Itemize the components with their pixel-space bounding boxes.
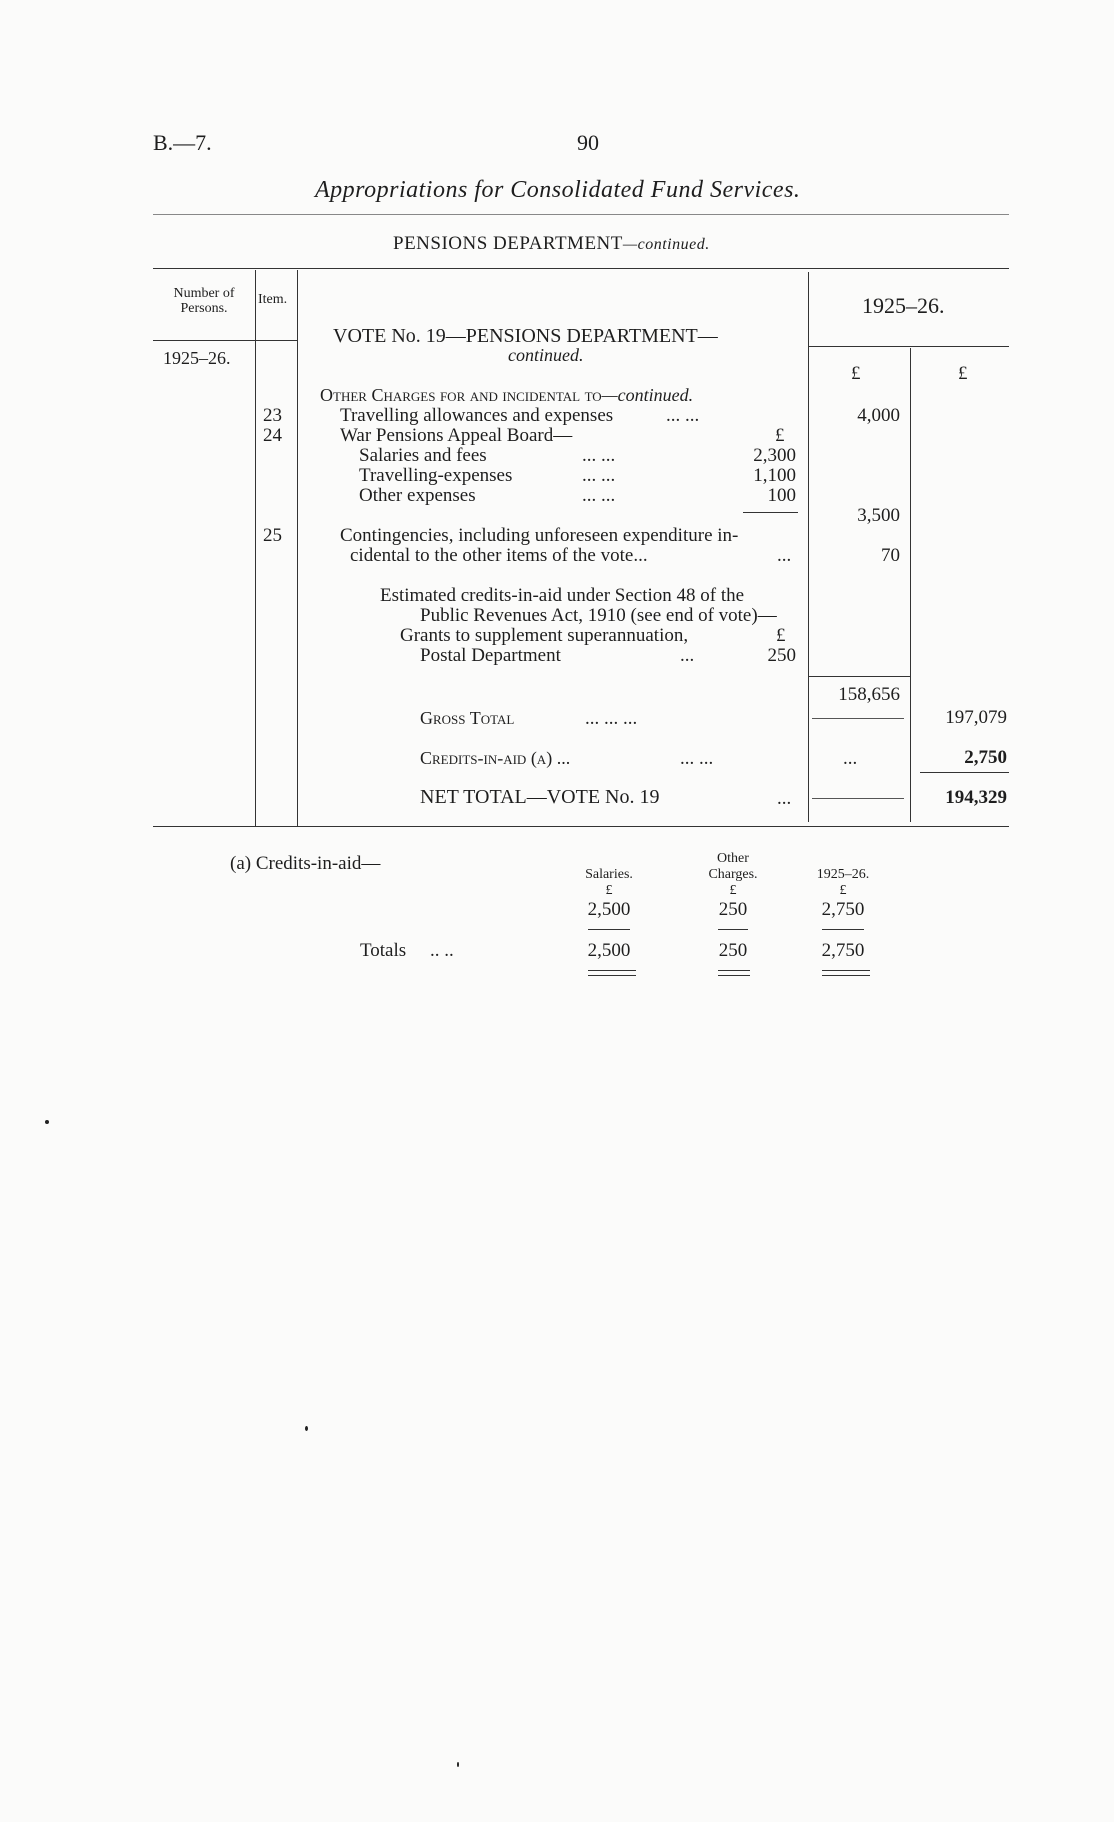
footnote-double-rule-2: [718, 970, 750, 976]
item-25-dots: ...: [777, 545, 792, 566]
gross-total-dash: [812, 718, 904, 719]
credits-in-aid-value: 2,750: [964, 747, 1007, 768]
footnote-total-year: 2,750: [821, 940, 865, 961]
header-rule-left: [153, 340, 297, 341]
footnote-totals-label: Totals: [360, 940, 407, 961]
page-number: 90: [577, 130, 599, 155]
sub-item-other-value: 100: [767, 485, 796, 506]
footnote-year-value: 2,750: [821, 899, 865, 920]
vote-continued: continued.: [508, 345, 584, 365]
item-number-25: 25: [263, 525, 282, 546]
net-total-value: 194,329: [945, 787, 1007, 808]
credits-in-aid-dots: ... ...: [680, 748, 714, 769]
net-total-dash: [812, 798, 904, 799]
header-rule-right: [808, 346, 1009, 347]
department-heading: [393, 233, 710, 255]
item-23-value: 4,000: [857, 405, 900, 426]
header-year: 1925–26.: [862, 293, 945, 318]
footnote-rule-3: [822, 929, 864, 930]
col-divider-item: [297, 270, 298, 826]
department-name: PENSIONS DEPARTMENT: [393, 233, 623, 254]
footnote-total-salaries: 2,500: [587, 940, 631, 961]
header-item: Item.: [258, 292, 288, 307]
page-title: Appropriations for Consolidated Fund Services.: [315, 177, 801, 203]
header-number-of-persons: Number of Persons.: [173, 286, 235, 316]
footnote-col-year: 1925–26.: [816, 867, 870, 882]
sub-item-travelling-dots: ... ...: [582, 465, 616, 486]
net-total-dots: ...: [777, 788, 792, 809]
gross-total-value: 197,079: [945, 707, 1007, 728]
footnote-double-rule-1: [588, 970, 636, 976]
footnote-salaries-value: 2,500: [587, 899, 631, 920]
pound-sign-col1: £: [851, 363, 861, 384]
section-heading-text: Other Charges for and incidental to: [320, 385, 602, 405]
gross-total-dots: ... ... ...: [585, 708, 638, 729]
vote-title: VOTE No. 19—PENSIONS DEPARTMENT—: [333, 325, 718, 347]
footnote-col-other-b: Charges.: [708, 867, 758, 882]
col-divider-persons: [255, 270, 256, 826]
department-continued: —continued.: [622, 236, 710, 253]
credits-in-aid-mid-dots: ...: [843, 748, 858, 769]
footnote-col-salaries: Salaries.: [585, 867, 633, 882]
pound-sign-col2: £: [958, 363, 968, 384]
col-divider-amount2: [910, 348, 911, 822]
credits-note-pound: £: [776, 625, 786, 646]
sub-item-other-dots: ... ...: [582, 485, 616, 506]
credits-in-aid-label: Credits-in-aid (a) ...: [420, 748, 571, 768]
item-number-24: 24: [263, 425, 282, 446]
item-24-total: 3,500: [857, 505, 900, 526]
sub-item-travelling-value: 1,100: [753, 465, 796, 486]
footnote-pound-2: £: [729, 883, 737, 898]
footnote-totals-dots: .. ..: [430, 940, 454, 961]
item-number-23: 23: [263, 405, 282, 426]
credits-note-value: 250: [767, 645, 796, 666]
footnote-other-value: 250: [718, 899, 748, 920]
scan-speck: [45, 1120, 49, 1124]
scan-speck: [457, 1762, 459, 1767]
item-23-dots: ... ...: [666, 405, 700, 426]
sub-item-travelling-label: Travelling-expenses: [359, 465, 513, 486]
footnote-rule-1: [588, 929, 630, 930]
table-bottom-rule: [153, 826, 1009, 827]
footnote-pound-1: £: [605, 883, 613, 898]
gross-total-label: Gross Total: [420, 708, 515, 728]
sub-item-salaries-label: Salaries and fees: [359, 445, 487, 466]
sub-total-rule: [743, 512, 798, 513]
footnote-pound-3: £: [839, 883, 847, 898]
item-23-label: Travelling allowances and expenses: [340, 405, 614, 426]
footnote-double-rule-3: [822, 970, 870, 976]
footnote-rule-2: [718, 929, 748, 930]
persons-year: 1925–26.: [163, 348, 231, 368]
sub-item-other-label: Other expenses: [359, 485, 476, 506]
item-25-label-line2: cidental to the other items of the vote...: [350, 545, 648, 566]
footnote-total-other: 250: [718, 940, 748, 961]
credits-note-line2: Public Revenues Act, 1910 (see end of vote)—: [420, 605, 777, 626]
credits-rule: [920, 772, 1009, 773]
net-total-label: NET TOTAL—VOTE No. 19: [420, 786, 660, 808]
item-25-label-line1: Contingencies, including unforeseen expenditure in-: [340, 525, 739, 546]
title-rule: [153, 214, 1009, 215]
credits-note-line3: Grants to supplement superannuation,: [400, 625, 689, 646]
item-25-value: 70: [881, 545, 900, 566]
section-heading: [320, 385, 693, 406]
scan-speck: [305, 1426, 308, 1431]
credits-note-line4: Postal Department: [420, 645, 561, 666]
sub-item-salaries-value: 2,300: [753, 445, 796, 466]
col-divider-amount1: [808, 272, 809, 822]
item-24-pound: £: [775, 425, 785, 446]
table-top-rule: [153, 268, 1009, 269]
footnote-col-other-a: Other: [717, 851, 749, 866]
subtotal-value: 158,656: [838, 684, 900, 705]
section-heading-continued: —continued.: [601, 385, 694, 405]
subtotal-rule: [808, 676, 910, 677]
document-reference: B.—7.: [153, 130, 212, 155]
item-24-label: War Pensions Appeal Board—: [340, 425, 573, 446]
credits-note-line1: Estimated credits-in-aid under Section 48 of the: [380, 585, 745, 606]
sub-item-salaries-dots: ... ...: [582, 445, 616, 466]
credits-note-dots: ...: [680, 645, 695, 666]
footnote-label: (a) Credits-in-aid—: [230, 853, 381, 874]
